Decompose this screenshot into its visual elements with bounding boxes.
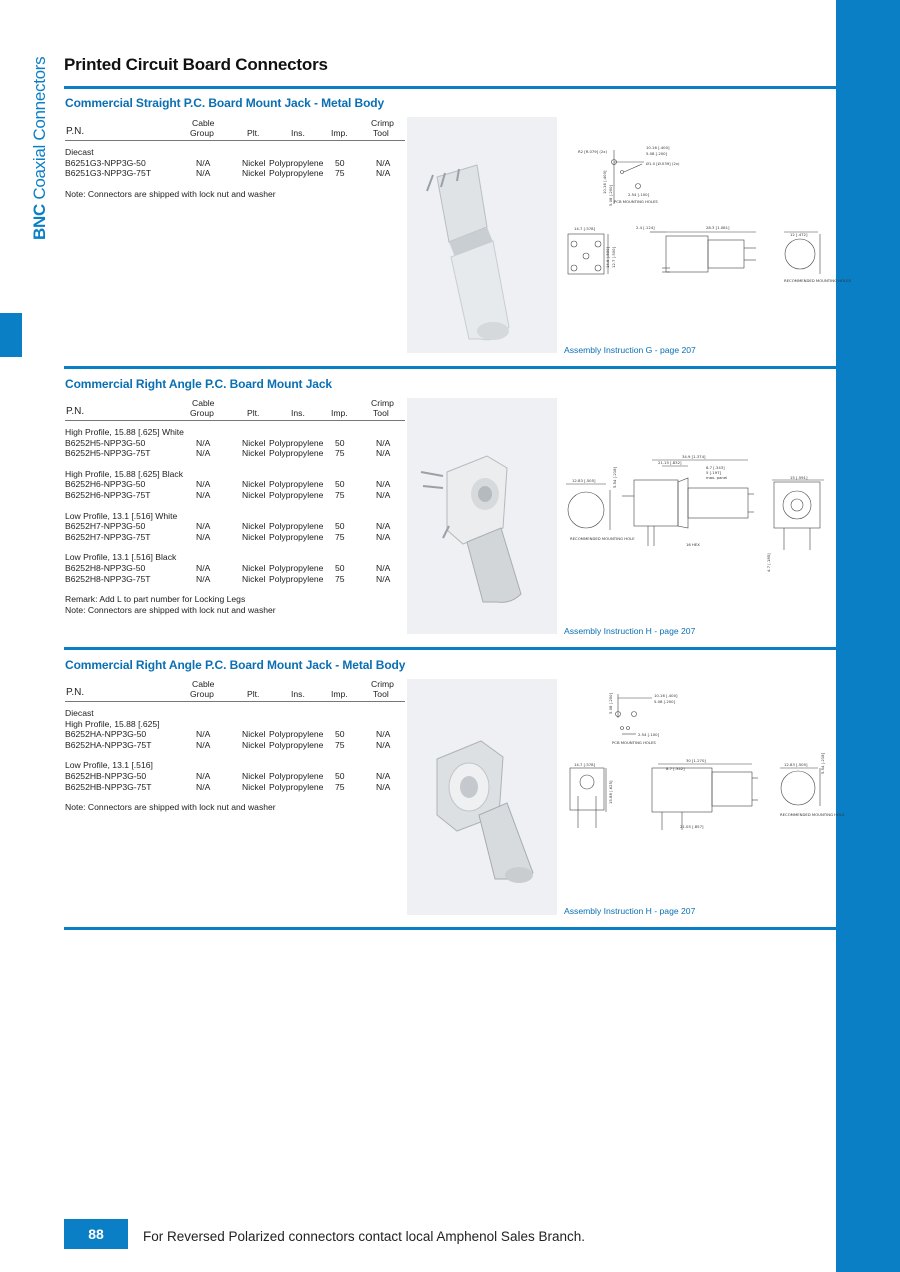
table-row [65,158,405,169]
cell-plating: Nickel [242,157,266,168]
dim-label: 4.7 [.185] [766,553,771,572]
cell-impedance: 50 [335,437,345,448]
cell-plating: Nickel [242,448,266,459]
dim-label: R2 [R.079] (2x) [578,149,608,154]
dim-label: 5.54 [.218] [612,466,617,488]
assembly-instruction-link[interactable]: Assembly Instruction G - page 207 [564,345,696,355]
cell-impedance: 75 [335,781,345,792]
cell-pn: B6252H7-NPP3G-50 [65,521,146,532]
cell-insulator: Polypropylene [269,739,324,750]
cell-impedance: 50 [335,521,345,532]
dim-label: 5.08 [.200] [646,151,668,156]
spec-table [65,118,405,199]
dim-label: 30 [1.270] [686,758,706,763]
dim-label: Ø1.0 [Ø.039] (2x) [646,161,680,166]
dim-label: 10.16 [.400] [654,693,678,698]
cell-impedance: 75 [335,448,345,459]
header-tool: Tool [373,128,389,138]
table-row [65,740,405,751]
cell-cable-group: N/A [196,448,211,459]
header-cable: Cable [192,679,215,689]
group-sublabel: High Profile, 15.88 [.625] [65,718,160,729]
spec-table [65,679,405,813]
table-row [65,532,405,543]
cell-crimp-tool: N/A [376,168,391,179]
side-title [30,57,50,240]
dim-label: 12.83 [.505] [784,762,808,767]
cell-crimp-tool: N/A [376,729,391,740]
dim-label: 12.7 [.500] [611,246,616,268]
header-plating: Plt. [247,408,260,418]
dim-label: 15.88 [.625] [608,780,613,804]
product-photo [407,679,557,915]
cell-insulator: Polypropylene [269,531,324,542]
dim-label: 2.54 [.100] [628,192,650,197]
cell-crimp-tool: N/A [376,770,391,781]
cell-cable-group: N/A [196,531,211,542]
spec-table [65,398,405,615]
page-number: 88 [64,1219,128,1249]
cell-pn: B6252H8-NPP3G-75T [65,573,151,584]
cell-insulator: Polypropylene [269,157,324,168]
table-note: Note: Connectors are shipped with lock nut and washer [65,188,276,199]
cell-cable-group: N/A [196,521,211,532]
cell-cable-group: N/A [196,573,211,584]
cell-impedance: 75 [335,739,345,750]
dim-label: 10.16 [.400] [646,145,670,150]
dim-label: 5.08 [.200] [654,699,676,704]
page-title: Printed Circuit Board Connectors [64,55,328,74]
dim-label: 34.9 [1.374] [682,454,706,459]
side-title-bold: BNC [30,204,49,240]
cell-impedance: 75 [335,573,345,584]
section-rule [64,366,836,369]
cell-insulator: Polypropylene [269,437,324,448]
cell-pn: B6252H8-NPP3G-50 [65,562,146,573]
cell-cable-group: N/A [196,770,211,781]
cell-crimp-tool: N/A [376,562,391,573]
cell-cable-group: N/A [196,479,211,490]
group-label: High Profile, 15.88 [.625] Black [65,468,183,479]
cell-plating: Nickel [242,573,266,584]
left-section-tab [0,313,22,357]
dim-label: 10.16 [.400] [602,170,607,194]
section-title: Commercial Right Angle P.C. Board Mount Jack - Metal Body [65,658,406,672]
cell-crimp-tool: N/A [376,739,391,750]
cell-crimp-tool: N/A [376,573,391,584]
cell-pn: B6252HB-NPP3G-75T [65,781,152,792]
cell-plating: Nickel [242,739,266,750]
dim-label: 5 [.197] [706,470,722,475]
cell-cable-group: N/A [196,739,211,750]
dim-label: 2.54 [.100] [638,732,660,737]
header-pn: P.N. [66,126,85,137]
cell-insulator: Polypropylene [269,448,324,459]
header-plating: Plt. [247,689,260,699]
cell-pn: B6252H6-NPP3G-75T [65,489,151,500]
group-label: Low Profile, 13.1 [.516] [65,760,153,771]
cell-impedance: 50 [335,729,345,740]
group-label: High Profile, 15.88 [.625] White [65,427,184,437]
section-rule [64,86,836,89]
header-group: Group [190,128,214,138]
cell-pn: B6252HB-NPP3G-50 [65,770,147,781]
header-crimp: Crimp [371,398,394,408]
footer-text: For Reversed Polarized connectors contact local Amphenol Sales Branch. [143,1229,585,1244]
cell-pn: B6251G3-NPP3G-75T [65,168,151,179]
dim-label: 28.3 [1.081] [706,225,730,230]
dim-label: 15 [.591] [790,475,808,480]
table-header [65,398,405,421]
cell-plating: Nickel [242,479,266,490]
cell-impedance: 50 [335,770,345,781]
header-insulator: Ins. [291,689,305,699]
cell-plating: Nickel [242,168,266,179]
header-pn: P.N. [66,406,85,417]
table-row [65,771,405,782]
side-title-rest: Coaxial Connectors [30,56,49,200]
table-note: Note: Connectors are shipped with lock nut and washer [65,604,276,615]
cell-insulator: Polypropylene [269,729,324,740]
assembly-instruction-link[interactable]: Assembly Instruction H - page 207 [564,906,696,916]
group-label: Diecast [65,147,94,157]
dim-label: PCB MOUNTING HOLES [614,199,658,204]
table-row [65,782,405,793]
cell-pn: B6252H7-NPP3G-75T [65,531,151,542]
dim-label: 5.54 [.218] [820,752,825,774]
cell-impedance: 50 [335,157,345,168]
dim-label: 21.05 [.857] [680,824,704,829]
cell-crimp-tool: N/A [376,531,391,542]
table-row [65,168,405,179]
cell-impedance: 75 [335,531,345,542]
dim-label: 14.7 [.578] [574,226,596,231]
cell-pn: B6252H5-NPP3G-50 [65,437,146,448]
dim-label: 2.4 [.124] [636,225,655,230]
dim-label: 16 HEX [686,542,700,547]
dimension-drawing [562,140,852,300]
dim-label: 8.7 [.342] [666,766,685,771]
dimension-drawing [562,688,845,838]
cell-impedance: 75 [335,489,345,500]
cell-plating: Nickel [242,531,266,542]
header-group: Group [190,408,214,418]
table-row [65,490,405,501]
cell-pn: B6252H5-NPP3G-75T [65,448,151,459]
cell-insulator: Polypropylene [269,521,324,532]
table-row [65,563,405,574]
product-photo [407,398,557,634]
section-rule [64,927,836,930]
cell-impedance: 50 [335,479,345,490]
dim-label: 12.83 [.505] [572,478,596,483]
table-row [65,729,405,740]
header-tool: Tool [373,689,389,699]
dim-label: 21.15 [.832] [658,460,682,465]
cell-pn: B6251G3-NPP3G-50 [65,157,146,168]
section-title: Commercial Straight P.C. Board Mount Jack - Metal Body [65,96,385,110]
cell-plating: Nickel [242,562,266,573]
assembly-instruction-link[interactable]: Assembly Instruction H - page 207 [564,626,696,636]
section-rule [64,647,836,650]
cell-plating: Nickel [242,489,266,500]
dim-label: max. panel [706,475,728,480]
header-impedance: Imp. [331,128,348,138]
cell-insulator: Polypropylene [269,573,324,584]
group-label: Diecast [65,708,94,718]
dim-label: 5.08 [.200] [608,184,613,206]
dim-label: RECOMMENDED MOUNTING HOLES [784,278,852,283]
cell-insulator: Polypropylene [269,770,324,781]
cell-crimp-tool: N/A [376,521,391,532]
header-cable: Cable [192,398,215,408]
cell-crimp-tool: N/A [376,489,391,500]
cell-cable-group: N/A [196,168,211,179]
cell-cable-group: N/A [196,781,211,792]
cell-insulator: Polypropylene [269,562,324,573]
dimension-drawing [562,450,824,590]
cell-pn: B6252H6-NPP3G-50 [65,479,146,490]
header-crimp: Crimp [371,118,394,128]
header-plating: Plt. [247,128,260,138]
table-row [65,448,405,459]
cell-insulator: Polypropylene [269,489,324,500]
table-row [65,438,405,449]
dim-label: 14.7 [.578] [574,762,596,767]
cell-crimp-tool: N/A [376,479,391,490]
cell-crimp-tool: N/A [376,157,391,168]
cell-plating: Nickel [242,437,266,448]
dim-label: RECOMMENDED MOUNTING HOLE [570,536,635,541]
dim-label: 12 [.472] [790,232,808,237]
right-color-bar [836,0,900,1272]
cell-plating: Nickel [242,781,266,792]
product-photo [407,117,557,353]
cell-crimp-tool: N/A [376,781,391,792]
table-header [65,118,405,141]
group-label: Low Profile, 13.1 [.516] Black [65,552,177,563]
table-row [65,479,405,490]
cell-insulator: Polypropylene [269,479,324,490]
cell-plating: Nickel [242,729,266,740]
dim-label: RECOMMENDED MOUNTING HOLE [780,812,845,817]
cell-insulator: Polypropylene [269,168,324,179]
cell-crimp-tool: N/A [376,448,391,459]
header-crimp: Crimp [371,679,394,689]
dim-label: 14.6 [.500] [605,246,610,268]
dim-label: 5.08 [.200] [608,692,613,714]
cell-impedance: 75 [335,168,345,179]
cell-cable-group: N/A [196,437,211,448]
header-pn: P.N. [66,687,85,698]
header-group: Group [190,689,214,699]
table-remark: Remark: Add L to part number for Locking Legs [65,594,246,605]
cell-cable-group: N/A [196,562,211,573]
cell-plating: Nickel [242,770,266,781]
header-impedance: Imp. [331,689,348,699]
header-insulator: Ins. [291,408,305,418]
header-insulator: Ins. [291,128,305,138]
dim-label: PCB MOUNTING HOLES [612,740,656,745]
table-row [65,521,405,532]
section-title: Commercial Right Angle P.C. Board Mount Jack [65,377,332,391]
dim-label: 8.7 [.343] [706,465,725,470]
cell-pn: B6252HA-NPP3G-50 [65,729,147,740]
header-impedance: Imp. [331,408,348,418]
cell-cable-group: N/A [196,729,211,740]
table-note: Note: Connectors are shipped with lock nut and washer [65,802,276,813]
header-cable: Cable [192,118,215,128]
cell-impedance: 50 [335,562,345,573]
cell-cable-group: N/A [196,157,211,168]
table-header [65,679,405,702]
cell-cable-group: N/A [196,489,211,500]
cell-plating: Nickel [242,521,266,532]
group-label: Low Profile, 13.1 [.516] White [65,510,178,521]
table-row [65,574,405,585]
cell-insulator: Polypropylene [269,781,324,792]
header-tool: Tool [373,408,389,418]
cell-pn: B6252HA-NPP3G-75T [65,739,152,750]
cell-crimp-tool: N/A [376,437,391,448]
